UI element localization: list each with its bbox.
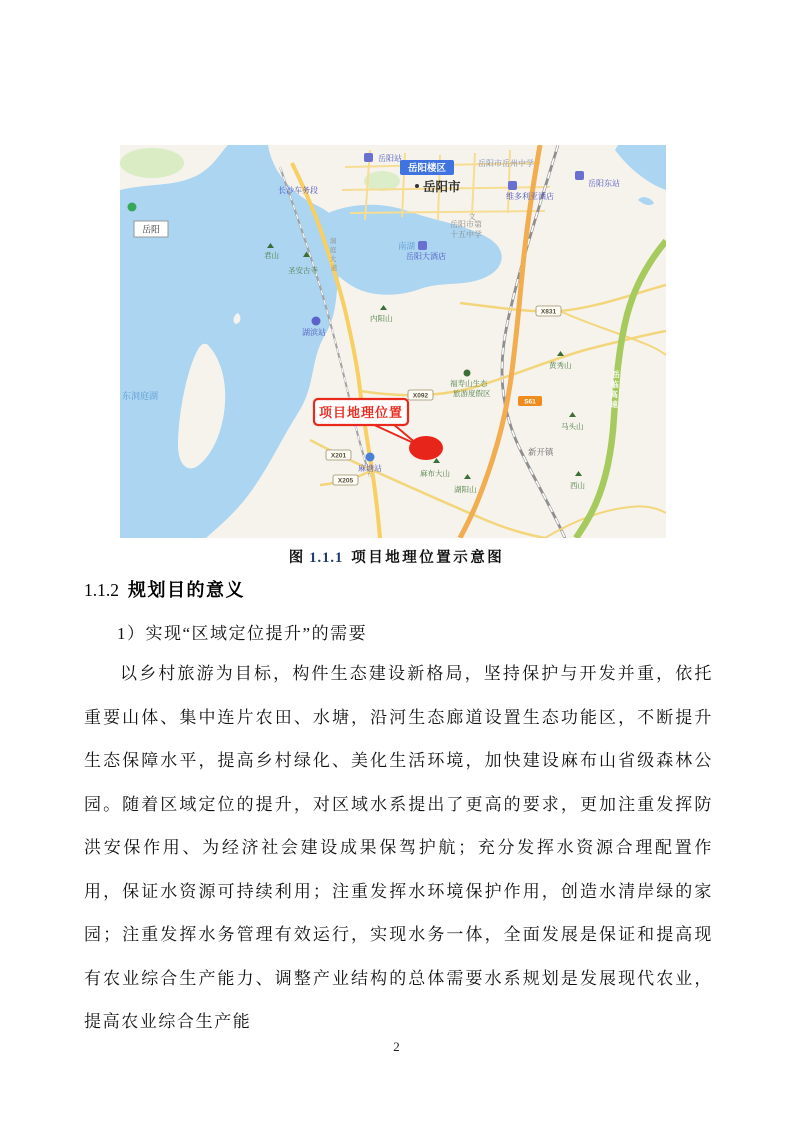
map-label-huangxiushan: 黄秀山 bbox=[549, 361, 572, 370]
map-label-junshan: 君山 bbox=[264, 251, 279, 260]
train-station-icon bbox=[575, 171, 584, 180]
project-location-marker bbox=[409, 436, 443, 460]
map-label-xishan: 西山 bbox=[570, 481, 585, 490]
list-item-1: 1）实现“区域定位提升”的需要 bbox=[117, 624, 368, 643]
map-label-yueyang-city: 岳阳市 bbox=[423, 180, 461, 194]
callout-label: 项目地理位置 bbox=[318, 405, 404, 420]
map-label-yueyang-box: 岳阳 bbox=[141, 224, 161, 235]
badge-x205: X205 bbox=[337, 477, 354, 485]
map-label-school2-line2: 十五中学 bbox=[450, 230, 482, 239]
map-label-matoushan: 马头山 bbox=[561, 422, 584, 431]
map-label-rail-depot: 长沙车务段 bbox=[278, 186, 318, 195]
scenic-area-icon bbox=[464, 370, 471, 377]
map-label-hubin-station: 湖滨站 bbox=[302, 328, 326, 337]
map-label-east-dongting-lake: 东洞庭湖 bbox=[122, 391, 159, 401]
map-label-school1: 岳阳市岳州中学 bbox=[478, 159, 534, 168]
map-label-mabudashan: 麻布大山 bbox=[420, 469, 450, 478]
school-icon: 文 bbox=[468, 214, 476, 221]
map-label-huyangshan: 湖阳山 bbox=[454, 485, 477, 494]
map-label-shengan-temple: 圣安古寺 bbox=[288, 266, 318, 275]
body-paragraph: 以乡村旅游为目标，构件生态建设新格局，坚持保护与开发并重，依托重要山体、集中连片农田、水塘，沿河生态廊道设置生态功能区，不断提升生态保障水平，提高乡村绿化、美化生活环境，加快建设麻布山省级森林公园。随着区域定位的提升，对区域水系提出了更高的要求，更加注重发挥防洪安保作用、为经济社会建设成果保驾护航；充分发挥水资源合理配置作用，保证水资源可持续利用；注重发挥水环境保护作用，创造水清岸绿的家园；注重发挥水务管理有效运行，实现水务一体，全面发展是保证和提高现有农业综合生产能力、调整产业结构的总体需要水系规划是发展现代农业，提高农业综合生产能 bbox=[84, 664, 713, 1031]
page-number: 2 bbox=[393, 1039, 400, 1054]
map-label-school2-line1: 岳阳市第 bbox=[450, 220, 482, 229]
map-label-south-lake: 南湖 bbox=[398, 241, 416, 251]
map-label-scenic-line2: 旅游度假区 bbox=[453, 389, 491, 398]
badge-s61: S61 bbox=[524, 398, 536, 406]
city-marker-dot bbox=[415, 184, 419, 188]
badge-x092: X092 bbox=[412, 392, 429, 400]
caption-number: 1.1.1 bbox=[309, 550, 344, 566]
badge-x831: X831 bbox=[540, 308, 557, 316]
section-heading bbox=[84, 576, 245, 602]
road-name-dongting-avenue: 洞 庭 大 道 bbox=[329, 238, 338, 272]
map-label-neiyangshan: 内阳山 bbox=[370, 314, 393, 323]
map-label-victoria-hotel: 维多利亚酒店 bbox=[506, 192, 554, 201]
section-number: 1.1.2 bbox=[84, 580, 119, 600]
map-label-yueyang-station: 岳阳站 bbox=[378, 154, 402, 163]
map-area-box bbox=[134, 221, 168, 237]
section-title: 规划目的意义 bbox=[128, 580, 245, 600]
hotel-icon bbox=[508, 181, 517, 190]
map-label-scenic-line1: 福寿山生态 bbox=[450, 379, 488, 388]
map-label-yueyang-east-station: 岳阳东站 bbox=[588, 179, 620, 188]
train-station-icon bbox=[364, 153, 373, 162]
map-label-matang-station: 麻塘站 bbox=[358, 464, 382, 473]
badge-x201: X201 bbox=[330, 452, 347, 460]
metro-station-icon bbox=[312, 317, 321, 326]
caption-title: 项目地理位置示意图 bbox=[351, 550, 505, 566]
location-map bbox=[120, 145, 666, 538]
map-label-xinkai-town: 新开镇 bbox=[528, 447, 554, 457]
map-label-yueyanglou-district: 岳阳楼区 bbox=[407, 163, 447, 174]
location-map-figure bbox=[120, 145, 666, 538]
figure-caption bbox=[0, 546, 793, 567]
map-label-lake-hotel: 岳阳大酒店 bbox=[406, 252, 446, 261]
caption-prefix: 图 bbox=[288, 550, 305, 566]
expressway-name-label: 岳 临 高 速 bbox=[610, 370, 620, 409]
hotel-icon bbox=[418, 241, 427, 250]
metro-station-icon bbox=[366, 453, 375, 462]
